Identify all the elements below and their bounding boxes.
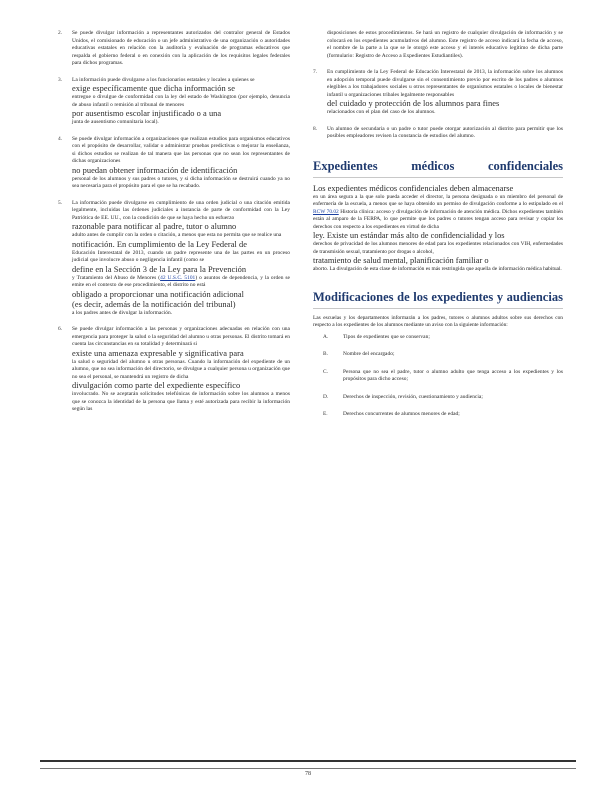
list-item: [58, 77, 290, 127]
emphasis-line: razonable para notificar al padre, tutor o alumno: [72, 222, 237, 231]
item-text: Se puede divulgar información a organizaciones que realizan estudios para organismos educativos con el propósito de desarrollar, validar o administrar pruebas predictivas o mejorar la enseñanza, si dichos estudios se realizan de tal manera que las personas que no sean los representantes de dichas organizaciones no puedan obtener información de identificación personal de los alumnos y sus padres o tutores, y si dicha información se destruirá cuando ya no sea necesaria para el propósito para el que se ha recabado.: [72, 135, 290, 189]
list-item: [58, 326, 290, 414]
item-number: 5.: [58, 199, 63, 206]
rcw-link[interactable]: RCW 70.02: [313, 208, 339, 215]
item-number: [313, 30, 327, 60]
list-item: [313, 394, 563, 402]
list-item: [313, 126, 563, 141]
item-letter: E.: [323, 411, 328, 417]
section-heading: Modificaciones de los expedientes y audiencias: [313, 290, 563, 309]
item-text: La información puede divulgarse en cumplimiento de una orden judicial o una citación emitida legalmente, incluidas las órdenes judiciales a instancia de parte de conformidad con la Ley Patriótica de EE. UU., con la condición de que se haya hecho un esfuerzo razonable para notificar al padre, tutor o alumno adulto antes de cumplir con la orden o citación, a menos que esta no permita que se realice una notificación. En cumplimiento de la Ley Federal de Educación Interestatal de 2013, cuando un padre represente una de las partes en un proceso judicial que involucre abuso o negligencia infantil (como se define en la Sección 3 de la Ley para la Prevención y Tratamiento del Abuso de Menores (42 U.S.C. 5101) o asuntos de dependencia, y la orden se emite en el contexto de ese procedimiento, el distrito no está obligado a proporcionar una notificación adicional (es decir, además de la notificación del tribunal) a los padres antes de divulgar la información.: [72, 199, 290, 316]
item-text: Tipos de expedientes que se conservan;: [343, 333, 430, 340]
emphasis-line: obligado a proporcionar una notificación adicional: [72, 289, 245, 299]
emphasis-line: divulgación como parte del expediente específico: [72, 381, 241, 390]
emphasis-line: no puedan obtener información de identificación: [72, 165, 238, 175]
list-item: [58, 136, 290, 191]
item-number: 7.: [313, 69, 318, 75]
list-item: [313, 30, 563, 60]
list-item: [313, 411, 563, 419]
emphasis-line: exige específicamente que dicha información se: [72, 84, 235, 93]
emphasis-line: Los expedientes médicos confidenciales deben almacenarse: [313, 183, 514, 193]
item-text: Nombre del encargado;: [343, 351, 395, 357]
item-text: La información puede divulgarse a los funcionarios estatales y locales a quienes se exige específicamente que dicha información se entregue o divulgue de conformidad con la ley del estado de Washington (por ejemplo, denuncia de abuso infantil o remisión al tribunal de menores por ausentismo escolar injustificado o a una junta de ausentismo comunitaria local).: [72, 76, 290, 125]
item-text: Derechos de inspección, revisión, cuestionamiento y audiencia;: [343, 393, 483, 400]
rcw-link[interactable]: 42 U.S.C. 5101: [160, 274, 196, 281]
emphasis-line: ley. Existe un estándar más alto de confidencialidad y los: [313, 231, 505, 240]
item-number: 8.: [313, 125, 318, 132]
item-number: 6.: [58, 326, 63, 332]
emphasis-line: define en la Sección 3 de la Ley para la Prevención: [72, 264, 247, 274]
item-letter: C.: [323, 368, 328, 375]
item-text: disposiciones de estos procedimientos. Se hará un registro de cualquier divulgación de información y se colocará en los expedientes acumulativos del alumno. Este registro de acceso indicará la fecha de acceso, el nombre de la parte a la que se le otorgó este acceso y el interés educativo legítimo de dicha parte (formulario: Registro de Acceso a Expedientes Estudiantiles).: [327, 30, 563, 59]
section-heading: Expedientes médicos confidenciales: [313, 159, 563, 178]
emphasis-line: tratamiento de salud mental, planificación familiar o: [313, 256, 489, 265]
list-item: [313, 351, 563, 359]
item-letter: A.: [323, 333, 329, 340]
list-item: [313, 334, 563, 342]
right-column: [313, 30, 563, 429]
item-text: Persona que no sea el padre, tutor o alumno adulto que tenga acceso a los expedientes y los propósitos para dicho acceso;: [343, 368, 563, 382]
page-number: 78: [305, 771, 311, 777]
item-letter: D.: [323, 393, 329, 400]
emphasis-line: (es decir, además de la notificación del tribunal): [72, 299, 236, 309]
item-number: 3.: [58, 76, 63, 83]
item-text: Se puede divulgar información a las personas y organizaciones adecuadas en relación con una emergencia para proteger la salud o la seguridad del alumno u otras personas. El distrito tomará en cuenta las circunstancias en su totalidad y determinará si existe una amenaza expresable y significativa para la salud o seguridad del alumno u otras personas. Cuando la información del expediente de un alumno, que no sea información del directorio, se divulgue a cualquier persona u organización que no sea el personal, se mantendrá un registro de dicha divulgación como parte del expediente específico involucrado. No se aceptarán solicitudes telefónicas de información sobre los alumnos a menos que se conozca la identidad de la persona que llama y esté autorizada para recibir la información según las: [72, 326, 290, 412]
list-item: [58, 200, 290, 318]
footer-rule: [40, 760, 576, 769]
item-text: En cumplimiento de la Ley Federal de Educación Interestatal de 2013, la información sobre los alumnos en adopción temporal puede divulgarse sin el consentimiento previo por escrito de los padres o alumnos elegibles a los trabajadores sociales u otros representantes de organismos estatales o locales de bienestar infantil u organizaciones tribales legalmente responsables del cuidado y protección de los alumnos para fines relacionados con el plan del caso de los alumnos.: [327, 69, 563, 115]
emphasis-line: del cuidado y protección de los alumnos para fines: [327, 99, 500, 108]
list-item: [313, 369, 563, 384]
item-letter: B.: [323, 351, 328, 357]
emphasis-line: notificación. En cumplimiento de la Ley Federal de: [72, 239, 248, 249]
lettered-list: [313, 334, 563, 419]
list-item: [313, 69, 563, 117]
left-column: [58, 30, 290, 423]
section-paragraph: Las escuelas y los departamentos informarán a los padres, tutores o alumnos adultos sobre sus derechos con respecto a los expedientes de los alumnos mediante un aviso con la siguiente información:: [313, 314, 563, 328]
item-number: 4.: [58, 135, 63, 142]
item-number: 2.: [58, 30, 63, 36]
item-text: Un alumno de secundaria o un padre o tutor puede otorgar autorización al distrito para permitir que los posibles empleadores revisen la constancia de estudios del alumno.: [327, 125, 563, 139]
list-item: [58, 30, 290, 68]
item-text: Derechos concurrentes de alumnos menores de edad;: [343, 411, 460, 417]
item-text: Se puede divulgar información a representantes autorizados del contralor general de Estados Unidos, el comisionado de educación o un jefe administrativo de una organización o autoridades educativas estatales en relación con la auditoría y evaluación de programas educativos que respalda el gobierno federal o en conexión con la aplicación de los requisitos legales federales para dichos programas.: [72, 30, 290, 66]
section-paragraph: Los expedientes médicos confidenciales deben almacenarse en un área segura a la que solo pueda acceder el director, la persona designada o un miembro del personal de enfermería de la escuela, a menos que se haya obtenido un permiso de divulgación conforme a lo estipulado en el RCW 70.02 Historia clínica: acceso y divulgación de información de atención médica. Dichos expedientes también están al amparo de la FERPA, lo que permite que los padres o tutores tengan acceso para revisar y copiar los derechos con respecto a los expedientes en virtud de dicha ley. Existe un estándar más alto de confidencialidad y los derechos de privacidad de los alumnos menores de edad para los expedientes relacionados con VIH, enfermedades de transmisión sexual, tratamiento por drogas o alcohol, tratamiento de salud mental, planificación familiar o aborto. La divulgación de esta clase de información es más restringida que aquella de información médica habitual.: [313, 183, 563, 272]
emphasis-line: existe una amenaza expresable y significativa para: [72, 348, 244, 358]
emphasis-line: por ausentismo escolar injustificado o a una: [72, 109, 222, 118]
